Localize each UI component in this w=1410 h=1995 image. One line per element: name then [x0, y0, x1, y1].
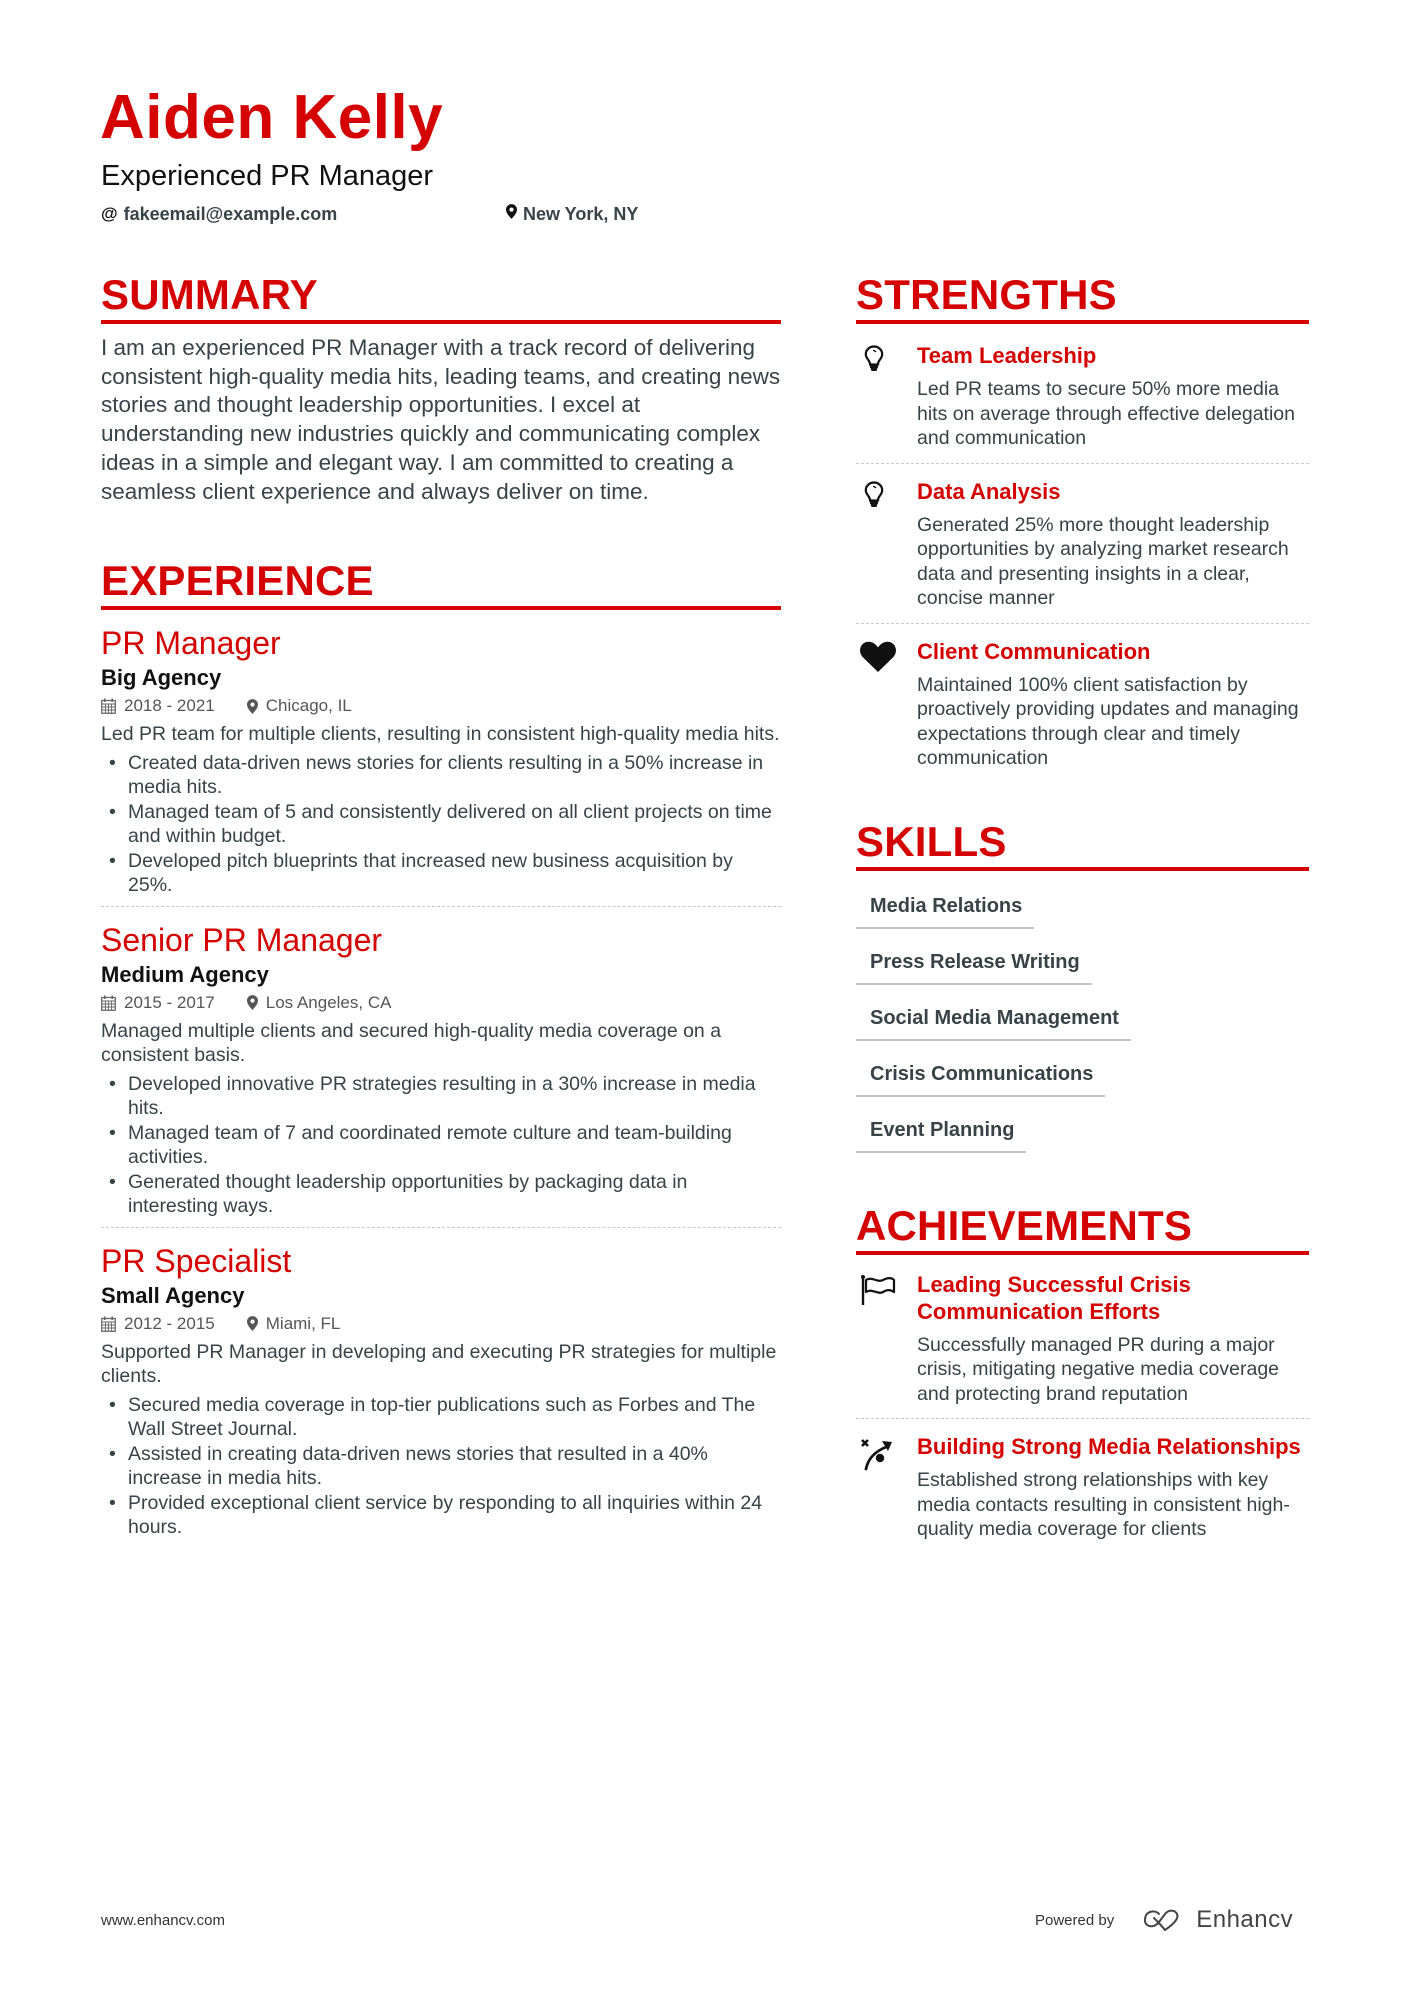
skills-heading: SKILLS [856, 819, 1309, 871]
map-pin-icon [247, 1316, 258, 1331]
job-description: Led PR team for multiple clients, resulting in consistent high-quality media hits. [101, 723, 780, 746]
strength-description: Generated 25% more thought leadership opportunities by analyzing market research data and presenting insights in a clear, concise manner [917, 513, 1289, 609]
job-location: Chicago, IL [265, 696, 352, 716]
strength-title: Data Analysis [917, 478, 1061, 504]
job-bullet: • Generated thought leadership opportunities by packaging data in interesting ways. [101, 1170, 781, 1219]
candidate-headline: Experienced PR Manager [101, 160, 434, 192]
job-dates: 2015 - 2017 [124, 992, 215, 1012]
job-bullet: • Developed pitch blueprints that increased new business acquisition by 25%. [101, 849, 781, 898]
powered-by-label: Powered by [1035, 1911, 1115, 1929]
skill-tag: Event Planning [856, 1109, 1026, 1153]
skill-tag: Media Relations [856, 885, 1034, 929]
location-text: New York, NY [523, 204, 639, 224]
footer-branding[interactable] [1035, 1906, 1293, 1934]
email-text: fakeemail@example.com [123, 204, 338, 224]
job-bullet: • Managed team of 7 and coordinated remote culture and team-building activities. [101, 1121, 781, 1170]
strength-item [856, 464, 1309, 624]
job-bullet: • Assisted in creating data-driven news stories that resulted in a 40% increase in media hits. [101, 1442, 781, 1491]
calendar-icon [101, 1316, 116, 1332]
job-dates: 2012 - 2015 [124, 1313, 215, 1333]
strength-item [856, 324, 1309, 464]
heart-icon [859, 641, 897, 673]
enhancv-logo-icon [1142, 1908, 1188, 1932]
strength-description: Maintained 100% client satisfaction by proactively providing updates and managing expectations through clear and timely communication [917, 673, 1299, 769]
map-pin-icon [506, 202, 517, 226]
job-meta [101, 991, 781, 1015]
at-icon: @ [101, 204, 118, 223]
company-name: Medium Agency [101, 961, 269, 987]
summary-section [101, 272, 781, 506]
skill-tag: Crisis Communications [856, 1053, 1105, 1097]
achievement-item [856, 1419, 1309, 1554]
skill-tag: Press Release Writing [856, 941, 1092, 985]
strength-title: Team Leadership [917, 343, 1097, 368]
job-bullets [101, 1393, 781, 1540]
strategy-icon [860, 1436, 896, 1472]
skills-section [856, 819, 1309, 1165]
job-location: Miami, FL [265, 1313, 341, 1333]
lightbulb-icon [864, 345, 884, 373]
company-name: Small Agency [101, 1282, 245, 1308]
job-title: Senior PR Manager [101, 921, 383, 958]
experience-entry [101, 906, 781, 1227]
right-column [856, 272, 1309, 1554]
strengths-section [856, 272, 1309, 783]
experience-entry [101, 1227, 781, 1548]
experience-entry [101, 624, 781, 906]
job-meta [101, 1312, 781, 1336]
skill-tag: Social Media Management [856, 997, 1131, 1041]
summary-text: I am an experienced PR Manager with a track record of delivering consistent high-quality media hits, leading teams, and creating news stories and thought leadership opportunities. I excel at understanding new industries quickly and communicating complex ideas in a simple and elegant way. I am committed to creating a seamless client experience and always deliver on time. [101, 335, 781, 504]
job-dates: 2018 - 2021 [124, 696, 215, 716]
enhancv-brand: Enhancv [1196, 1906, 1294, 1933]
calendar-icon [101, 995, 116, 1011]
achievement-title: Building Strong Media Relationships [917, 1434, 1301, 1459]
strength-title: Client Communication [917, 638, 1151, 664]
achievement-title: Leading Successful Crisis Communication Efforts [917, 1271, 1191, 1324]
job-bullets [101, 751, 781, 898]
summary-heading: SUMMARY [101, 272, 781, 324]
job-bullet: • Developed innovative PR strategies resulting in a 30% increase in media hits. [101, 1072, 781, 1121]
experience-section [101, 558, 781, 1548]
skills-list [856, 885, 1309, 1165]
map-pin-icon [247, 995, 258, 1010]
job-title: PR Specialist [101, 1242, 292, 1279]
calendar-icon [101, 698, 116, 714]
job-meta [101, 694, 781, 718]
job-description: Supported PR Manager in developing and executing PR strategies for multiple clients. [101, 1340, 777, 1388]
achievement-description: Established strong relationships with key media contacts resulting in consistent high-quality media coverage for clients [917, 1469, 1290, 1540]
job-location: Los Angeles, CA [265, 992, 392, 1012]
job-title: PR Manager [101, 625, 281, 662]
job-bullet: • Secured media coverage in top-tier publications such as Forbes and The Wall Street Journal. [101, 1393, 781, 1442]
job-bullet: • Created data-driven news stories for clients resulting in a 50% increase in media hits. [101, 751, 781, 800]
contact-location [506, 202, 638, 226]
job-bullet: • Managed team of 5 and consistently delivered on all client projects on time and within budget. [101, 800, 781, 849]
achievements-heading: ACHIEVEMENTS [856, 1203, 1309, 1255]
strength-item [856, 624, 1309, 783]
achievement-item [856, 1255, 1309, 1420]
map-pin-icon [247, 699, 258, 714]
company-name: Big Agency [101, 665, 222, 691]
candidate-name: Aiden Kelly [100, 83, 444, 152]
footer-website-link[interactable]: www.enhancv.com [101, 1912, 225, 1929]
strength-description: Led PR teams to secure 50% more media hits on average through effective delegation and communication [917, 378, 1295, 449]
strengths-heading: STRENGTHS [856, 272, 1309, 324]
achievements-section [856, 1203, 1309, 1554]
lightbulb-icon [864, 481, 884, 509]
flag-icon [860, 1274, 898, 1306]
job-bullet: • Provided exceptional client service by responding to all inquiries within 24 hours. [101, 1491, 781, 1540]
contact-email[interactable] [101, 202, 337, 226]
experience-heading: EXPERIENCE [101, 558, 781, 610]
achievement-description: Successfully managed PR during a major crisis, mitigating negative media coverage and protecting brand reputation [917, 1333, 1280, 1405]
job-description: Managed multiple clients and secured high-quality media coverage on a consistent basis. [101, 1019, 722, 1067]
job-bullets [101, 1072, 781, 1219]
left-column [101, 272, 781, 1548]
